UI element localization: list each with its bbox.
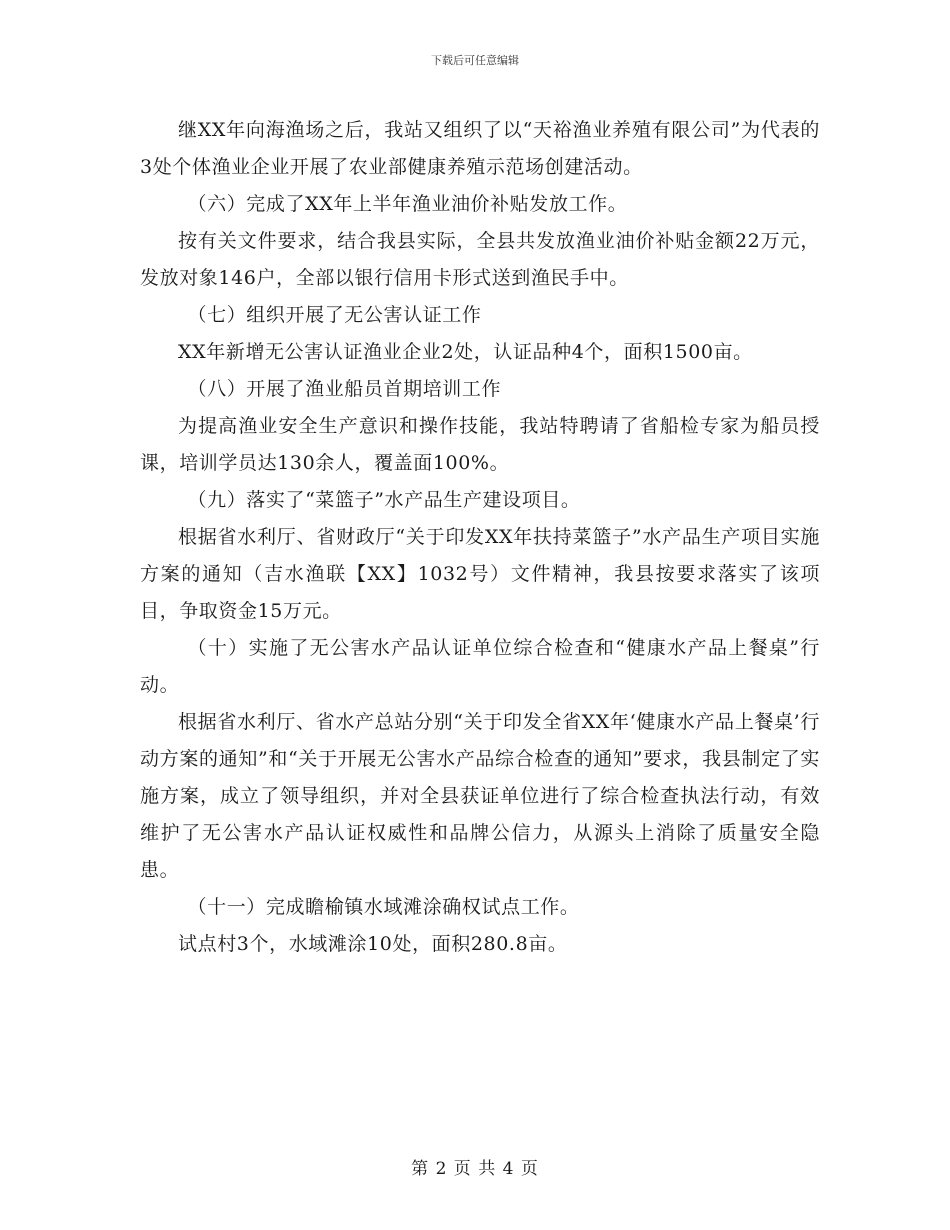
paragraph: XX年新增无公害认证渔业企业2处，认证品种4个，面积1500亩。 xyxy=(178,341,753,363)
section-heading: （八）开展了渔业船员首期培训工作 xyxy=(187,378,502,400)
section-heading: （九）落实了“菜篮子”水产品生产建设项目。 xyxy=(187,489,581,511)
paragraph: 按有关文件要求，结合我县实际，全县共发放渔业油价补贴金额22万元，发放对象146户，全部以银行信用卡形式送到渔民手中。 xyxy=(140,230,820,289)
document-body xyxy=(140,112,820,963)
page-header-note: 下载后可任意编辑 xyxy=(431,54,519,67)
paragraph: 为提高渔业安全生产意识和操作技能，我站特聘请了省船检专家为船员授课，培训学员达130余人，覆盖面100%。 xyxy=(140,415,820,474)
section-heading: （六）完成了XX年上半年渔业油价补贴发放工作。 xyxy=(187,193,628,215)
section-heading: （十）实施了无公害水产品认证单位综合检查和“健康水产品上餐桌”行动。 xyxy=(140,637,820,696)
section-heading: （七）组织开展了无公害认证工作 xyxy=(187,304,482,326)
paragraph: 试点村3个，水域滩涂10处，面积280.8亩。 xyxy=(178,933,568,955)
paragraph: 根据省水利厅、省水产总站分别“关于印发全省XX年‘健康水产品上餐桌’行动方案的通知”和“关于开展无公害水产品综合检查的通知”要求，我县制定了实施方案，成立了领导组织，并对全县获证单位进行了综合检查执法行动，有效维护了无公害水产品认证权威性和品牌公信力，从源头上消除了质量安全隐患。 xyxy=(140,711,820,881)
paragraph: 根据省水利厅、省财政厅“关于印发XX年扶持菜篮子”水产品生产项目实施方案的通知（吉水渔联【XX】1032号）文件精神，我县按要求落实了该项目，争取资金15万元。 xyxy=(140,526,820,622)
paragraph: 继XX年向海渔场之后，我站又组织了以“天裕渔业养殖有限公司”为代表的3处个体渔业企业开展了农业部健康养殖示范场创建活动。 xyxy=(140,119,820,178)
section-heading: （十一）完成瞻榆镇水域滩涂确权试点工作。 xyxy=(187,896,580,918)
page-number: 第 2 页 共 4 页 xyxy=(411,1159,539,1179)
